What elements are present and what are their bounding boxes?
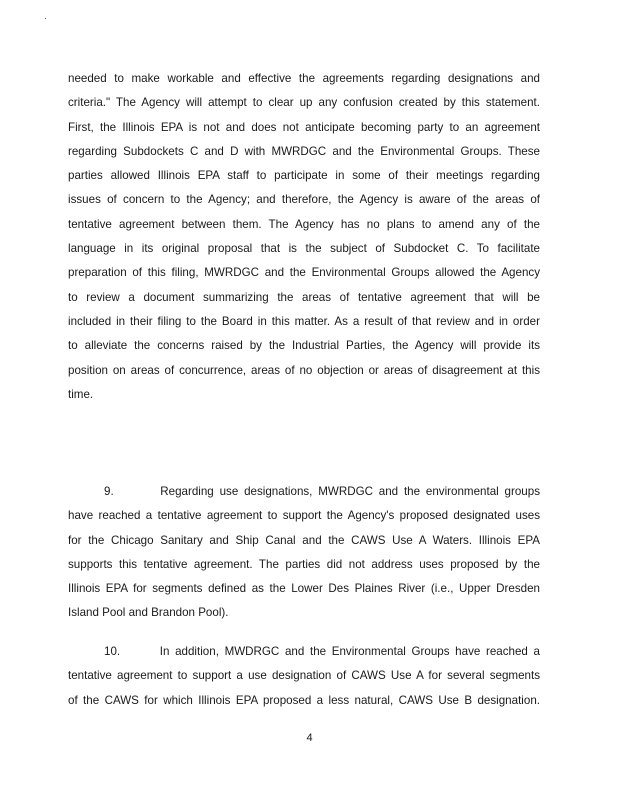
text-line-first bbox=[68, 640, 540, 664]
scan-speck bbox=[45, 18, 46, 19]
text-line: for the Chicago Sanitary and Ship Canal and the CAWS Use A Waters. Illinois EPA bbox=[68, 533, 540, 547]
paragraph-number: 10. bbox=[104, 645, 121, 658]
text-line: First, the Illinois EPA is not and does not anticipate becoming party to an agreement bbox=[68, 120, 540, 134]
text-line: Regarding use designations, MWRDGC and the environmental groups bbox=[160, 485, 540, 498]
text-line: to review a document summarizing the areas of tentative agreement that will be bbox=[68, 290, 540, 304]
text-line: Illinois EPA for segments defined as the Lower Des Plaines River (i.e., Upper Dresden bbox=[68, 582, 540, 596]
text-line: Island Pool and Brandon Pool). bbox=[68, 606, 229, 620]
text-line: position on areas of concurrence, areas of no objection or areas of disagreement at this bbox=[68, 363, 540, 377]
text-line: regarding Subdockets C and D with MWRDGC and the Environmental Groups. These bbox=[68, 144, 540, 158]
text-line: preparation of this filing, MWRDGC and the Environmental Groups allowed the Agency bbox=[68, 266, 540, 280]
text-line: supports this tentative agreement. The parties did not address uses proposed by the bbox=[68, 557, 540, 571]
text-line: In addition, MWDRGC and the Environmental Groups have reached a bbox=[159, 645, 540, 658]
text-line: time. bbox=[68, 387, 94, 401]
text-line-first bbox=[68, 480, 540, 504]
text-line: included in their filing to the Board in this matter. As a result of that review and in order bbox=[68, 314, 540, 328]
text-line: of the CAWS for which Illinois EPA proposed a less natural, CAWS Use B designation. bbox=[68, 693, 540, 707]
text-line: to alleviate the concerns raised by the Industrial Parties, the Agency will provide its bbox=[68, 339, 540, 353]
paragraph-number: 9. bbox=[104, 485, 114, 498]
paragraph-10 bbox=[68, 640, 540, 713]
text-line: parties allowed Illinois EPA staff to participate in some of their meetings regarding bbox=[68, 169, 540, 183]
paragraph-continued bbox=[68, 67, 540, 407]
text-line: issues of concern to the Agency; and therefore, the Agency is aware of the areas of bbox=[68, 193, 540, 207]
text-line: tentative agreement to support a use designation of CAWS Use A for several segments bbox=[68, 669, 540, 683]
text-line: have reached a tentative agreement to support the Agency's proposed designated uses bbox=[68, 509, 540, 523]
text-line: criteria." The Agency will attempt to clear up any confusion created by this statement. bbox=[68, 96, 540, 110]
text-line: tentative agreement between them. The Agency has no plans to amend any of the bbox=[68, 217, 540, 231]
text-line: needed to make workable and effective the agreements regarding designations and bbox=[68, 72, 540, 85]
page-number: 4 bbox=[306, 732, 313, 744]
text-line: language in its original proposal that is the subject of Subdocket C. To facilitate bbox=[68, 242, 540, 256]
paragraph-9 bbox=[68, 480, 540, 626]
